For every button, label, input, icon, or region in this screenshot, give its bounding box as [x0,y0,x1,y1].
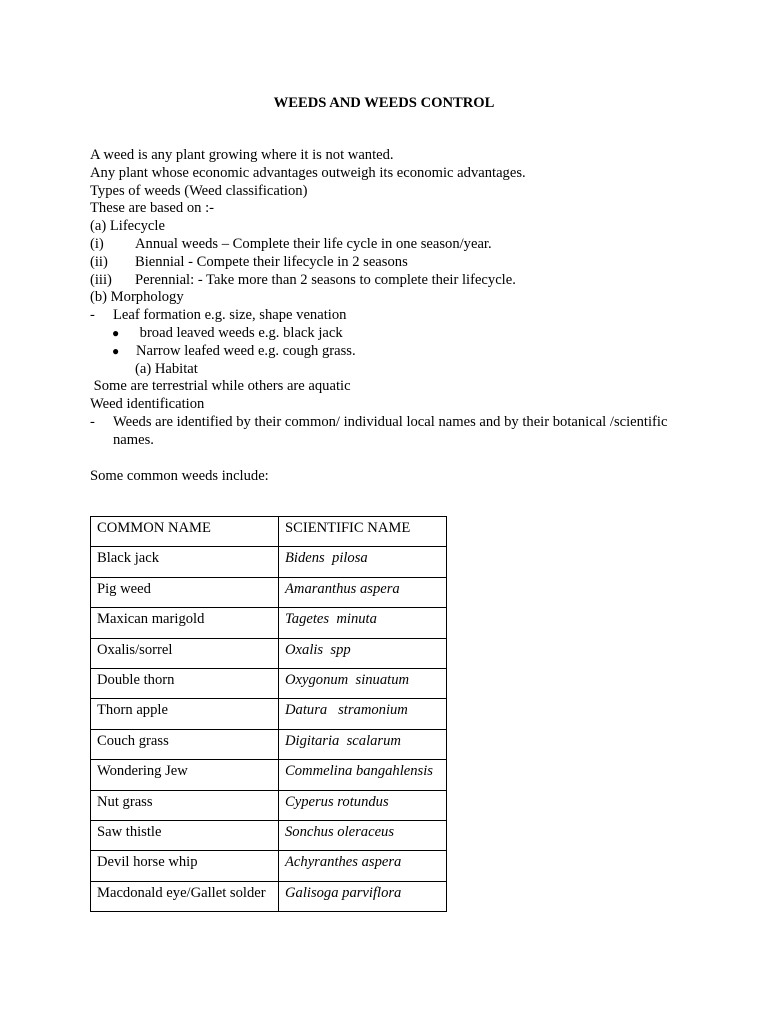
common-name-cell: Couch grass [91,729,279,759]
bullet-text: Narrow leafed weed e.g. cough grass. [136,342,356,359]
common-weeds-intro: Some common weeds include: [90,467,269,484]
table-header-row [91,517,447,547]
table-row [91,760,447,790]
habitat-note: Some are terrestrial while others are aquatic [90,378,351,395]
bullet-icon: ● [112,325,120,340]
table-row [91,881,447,911]
scientific-name-cell: Galisoga parviflora [279,881,447,911]
identification-item [90,413,710,449]
scientific-name-cell: Amaranthus aspera [279,577,447,607]
page-title: WEEDS AND WEEDS CONTROL [273,95,495,111]
habitat-label: (a) Habitat [135,360,198,377]
item-number: (ii) [90,253,108,270]
weeds-table [90,516,447,912]
body-text [90,146,710,485]
scientific-name-cell: Bidens pilosa [279,547,447,577]
common-name-cell: Devil horse whip [91,851,279,881]
common-name-cell: Nut grass [91,790,279,820]
item-text: Biennial - Compete their lifecycle in 2 seasons [135,253,408,270]
common-name-cell: Maxican marigold [91,608,279,638]
leaf-formation-line [90,306,710,324]
scientific-name-cell: Achyranthes aspera [279,851,447,881]
table-row [91,820,447,850]
scientific-name-cell: Datura stramonium [279,699,447,729]
identification-text: Weeds are identified by their common/ individual local names and by their botanical /scientific names. [113,413,668,448]
table-row [91,699,447,729]
scientific-name-cell: Commelina bangahlensis [279,760,447,790]
item-text: Perennial: - Take more than 2 seasons to complete their lifecycle. [135,271,516,288]
based-on-line: These are based on :- [90,200,214,217]
common-name-cell: Saw thistle [91,820,279,850]
header-scientific-name: SCIENTIFIC NAME [279,517,447,547]
leaf-formation-text: Leaf formation e.g. size, shape venation [113,307,347,324]
common-name-cell: Oxalis/sorrel [91,638,279,668]
lifecycle-item [90,271,710,289]
table-row [91,608,447,638]
dash-marker: - [90,307,95,324]
common-name-cell: Thorn apple [91,699,279,729]
item-number: (i) [90,235,104,252]
bullet-item [90,342,710,360]
common-name-cell: Pig weed [91,577,279,607]
lifecycle-item [90,235,710,253]
scientific-name-cell: Digitaria scalarum [279,729,447,759]
morphology-label: (b) Morphology [90,289,184,306]
scientific-name-cell: Cyperus rotundus [279,790,447,820]
bullet-icon: ● [112,343,120,358]
types-heading: Types of weeds (Weed classification) [90,182,308,199]
common-name-cell: Black jack [91,547,279,577]
table-row [91,547,447,577]
common-name-cell: Double thorn [91,668,279,698]
table-row [91,790,447,820]
common-name-cell: Macdonald eye/Gallet solder [91,881,279,911]
definition-line-1: A weed is any plant growing where it is not wanted. [90,147,394,163]
common-name-cell: Wondering Jew [91,760,279,790]
bullet-text: broad leaved weeds e.g. black jack [136,324,343,341]
lifecycle-item [90,253,710,271]
lifecycle-label: (a) Lifecycle [90,218,165,235]
scientific-name-cell: Sonchus oleraceus [279,820,447,850]
scientific-name-cell: Oxalis spp [279,638,447,668]
header-common-name: COMMON NAME [91,517,279,547]
item-number: (iii) [90,271,112,288]
table-row [91,577,447,607]
dash-marker: - [90,413,95,430]
table-row [91,638,447,668]
scientific-name-cell: Tagetes minuta [279,608,447,638]
bullet-item [90,324,710,342]
table-row [91,851,447,881]
definition-line-2: Any plant whose economic advantages outweigh its economic advantages. [90,164,526,181]
identification-heading: Weed identification [90,396,205,413]
item-text: Annual weeds – Complete their life cycle in one season/year. [135,235,492,252]
scientific-name-cell: Oxygonum sinuatum [279,668,447,698]
table-row [91,729,447,759]
table-row [91,668,447,698]
